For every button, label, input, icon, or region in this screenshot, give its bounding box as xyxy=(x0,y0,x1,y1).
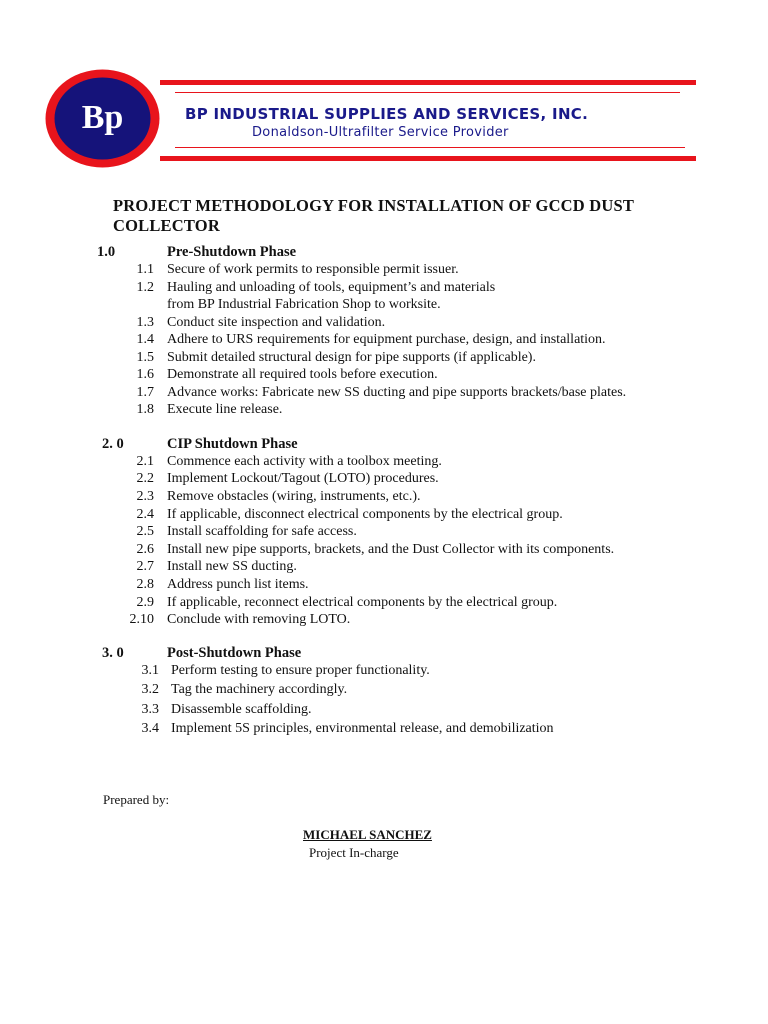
item-text: Secure of work permits to responsible permit issuer. xyxy=(167,262,459,277)
preparer-role: Project In-charge xyxy=(309,845,399,860)
item-number: 1.4 xyxy=(136,332,154,347)
item-text: Implement Lockout/Tagout (LOTO) procedures. xyxy=(167,471,439,486)
item-number: 2.8 xyxy=(136,577,154,592)
item-text: If applicable, reconnect electrical components by the electrical group. xyxy=(167,595,558,610)
item-number: 1.3 xyxy=(136,315,154,330)
section-title: CIP Shutdown Phase xyxy=(167,436,298,452)
section-number: 2. 0 xyxy=(102,436,124,452)
item-number: 2.9 xyxy=(136,595,154,610)
item-number: 3.4 xyxy=(141,721,159,736)
header-thin-line-top xyxy=(175,92,680,93)
company-name: BP INDUSTRIAL SUPPLIES AND SERVICES, INC. xyxy=(185,105,589,123)
item-number: 1.6 xyxy=(136,367,154,382)
item-number: 2.10 xyxy=(129,612,154,627)
item-text: Demonstrate all required tools before execution. xyxy=(167,367,438,382)
section-number: 1.0 xyxy=(97,244,116,260)
item-number: 2.5 xyxy=(136,524,154,539)
item-number: 2.6 xyxy=(136,542,154,557)
item-text: Tag the machinery accordingly. xyxy=(171,682,348,697)
header-red-line-top xyxy=(160,80,696,85)
item-text: Address punch list items. xyxy=(167,577,309,592)
item-text: If applicable, disconnect electrical components by the electrical group. xyxy=(167,507,563,522)
item-number: 1.1 xyxy=(136,262,154,277)
section-number: 3. 0 xyxy=(102,645,124,661)
item-number: 3.1 xyxy=(141,663,159,678)
item-number: 3.2 xyxy=(141,682,159,697)
company-logo xyxy=(43,67,162,170)
item-text: Advance works: Fabricate new SS ducting and pipe supports brackets/base plates. xyxy=(167,385,627,400)
section-title: Post-Shutdown Phase xyxy=(167,645,302,661)
header-thin-line-bottom xyxy=(175,147,685,148)
item-number: 2.2 xyxy=(136,471,154,486)
item-number: 3.3 xyxy=(141,702,159,717)
section-title: Pre-Shutdown Phase xyxy=(167,244,297,260)
item-text: Install new pipe supports, brackets, and the Dust Collector with its components. xyxy=(167,542,615,557)
item-number: 2.1 xyxy=(136,454,154,469)
header-red-line-bottom xyxy=(160,156,696,161)
item-text-continued: from BP Industrial Fabrication Shop to worksite. xyxy=(167,297,441,312)
item-text: Conduct site inspection and validation. xyxy=(167,315,386,330)
item-number: 2.7 xyxy=(136,559,154,574)
item-number: 2.3 xyxy=(136,489,154,504)
item-number: 1.8 xyxy=(136,402,154,417)
company-tagline: Donaldson-Ultrafilter Service Provider xyxy=(252,125,509,140)
item-text: Disassemble scaffolding. xyxy=(171,702,312,717)
item-text: Perform testing to ensure proper functionality. xyxy=(171,663,430,678)
item-text: Implement 5S principles, environmental release, and demobilization xyxy=(171,721,554,736)
item-text: Hauling and unloading of tools, equipment’s and materials xyxy=(167,280,496,295)
document-title: PROJECT METHODOLOGY FOR INSTALLATION OF GCCD DUST COLLECTOR xyxy=(113,196,634,235)
item-text: Conclude with removing LOTO. xyxy=(167,612,351,627)
item-text: Adhere to URS requirements for equipment purchase, design, and installation. xyxy=(167,332,606,347)
prepared-by-label: Prepared by: xyxy=(103,792,170,807)
item-number: 1.5 xyxy=(136,350,154,365)
preparer-name: MICHAEL SANCHEZ xyxy=(303,827,432,842)
item-number: 2.4 xyxy=(136,507,154,522)
logo-text: Bp xyxy=(81,99,124,136)
item-text: Remove obstacles (wiring, instruments, etc.). xyxy=(167,489,421,504)
item-number: 1.2 xyxy=(136,280,154,295)
item-text: Install scaffolding for safe access. xyxy=(167,524,357,539)
item-text: Commence each activity with a toolbox meeting. xyxy=(167,454,442,469)
item-text: Submit detailed structural design for pipe supports (if applicable). xyxy=(167,350,536,365)
item-text: Install new SS ducting. xyxy=(167,559,297,574)
item-text: Execute line release. xyxy=(167,402,283,417)
item-number: 1.7 xyxy=(136,385,154,400)
